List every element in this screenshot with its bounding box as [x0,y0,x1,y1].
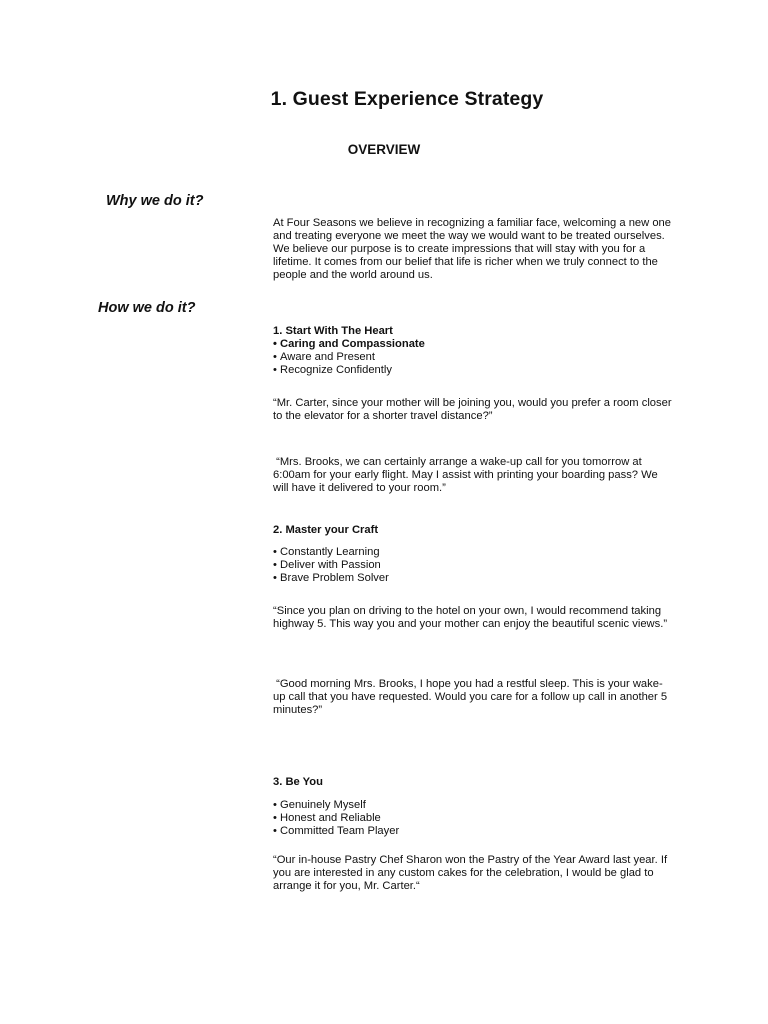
bullet-item: • Brave Problem Solver [273,572,673,585]
section-2 [273,524,673,537]
section-heading: 2. Master your Craft [273,524,379,536]
section-3 [273,776,673,789]
quote [273,605,673,631]
bullet-item: • Aware and Present [273,351,673,364]
how-label: How we do it? [98,300,196,316]
bullet-item: • Recognize Confidently [273,364,673,377]
bullet-item: • Committed Team Player [273,825,673,838]
bullet-item: • Constantly Learning [273,546,673,559]
quote [273,854,673,893]
bullet-item: • Caring and Compassionate [273,338,673,351]
bullet-list [273,799,673,838]
section-heading: 1. Start With The Heart [273,325,393,337]
bullet-item: • Genuinely Myself [273,799,673,812]
why-text: At Four Seasons we believe in recognizing a familiar face, welcoming a new one and treating everyone we meet the way we would want to be treated ourselves. We believe our purpose is to create impressions that will stay with you for a lifetime. It comes from our belief that life is richer when we truly connect to the people and the world around us. [273,217,671,282]
bullet-item: • Honest and Reliable [273,812,673,825]
bullet-item: • Deliver with Passion [273,559,673,572]
quote-text: “Mrs. Brooks, we can certainly arrange a wake-up call for you tomorrow at 6:00am for your early flight. May I assist with printing your boarding pass? We will have it delivered to your room.” [273,456,661,495]
section-1 [273,325,673,377]
quote [273,397,673,423]
quote-text: “Our in-house Pastry Chef Sharon won the Pastry of the Year Award last year. If you are interested in any custom cakes for the celebration, I would be glad to arrange it for you, Mr. Carter.“ [273,854,668,893]
bullet-list [273,338,673,377]
quote-text: “Good morning Mrs. Brooks, I hope you had a restful sleep. This is your wake-up call that you have requested. Would you care for a follow up call in another 5 minutes?” [273,678,671,717]
quote [273,678,673,717]
quote-text: “Since you plan on driving to the hotel on your own, I would recommend taking highway 5. This way you and your mother can enjoy the beautiful scenic views.” [273,605,668,631]
quote-text: “Mr. Carter, since your mother will be joining you, would you prefer a room closer to the elevator for a shorter travel distance?” [273,397,672,423]
why-paragraph [273,217,673,282]
section-2-bullets [273,546,673,585]
section-heading: 3. Be You [273,776,323,788]
page-title: 1. Guest Experience Strategy [270,88,544,110]
bullet-list [273,546,673,585]
overview-heading: OVERVIEW [347,142,421,157]
quote [273,456,673,495]
why-label: Why we do it? [106,193,204,209]
section-3-bullets [273,799,673,838]
